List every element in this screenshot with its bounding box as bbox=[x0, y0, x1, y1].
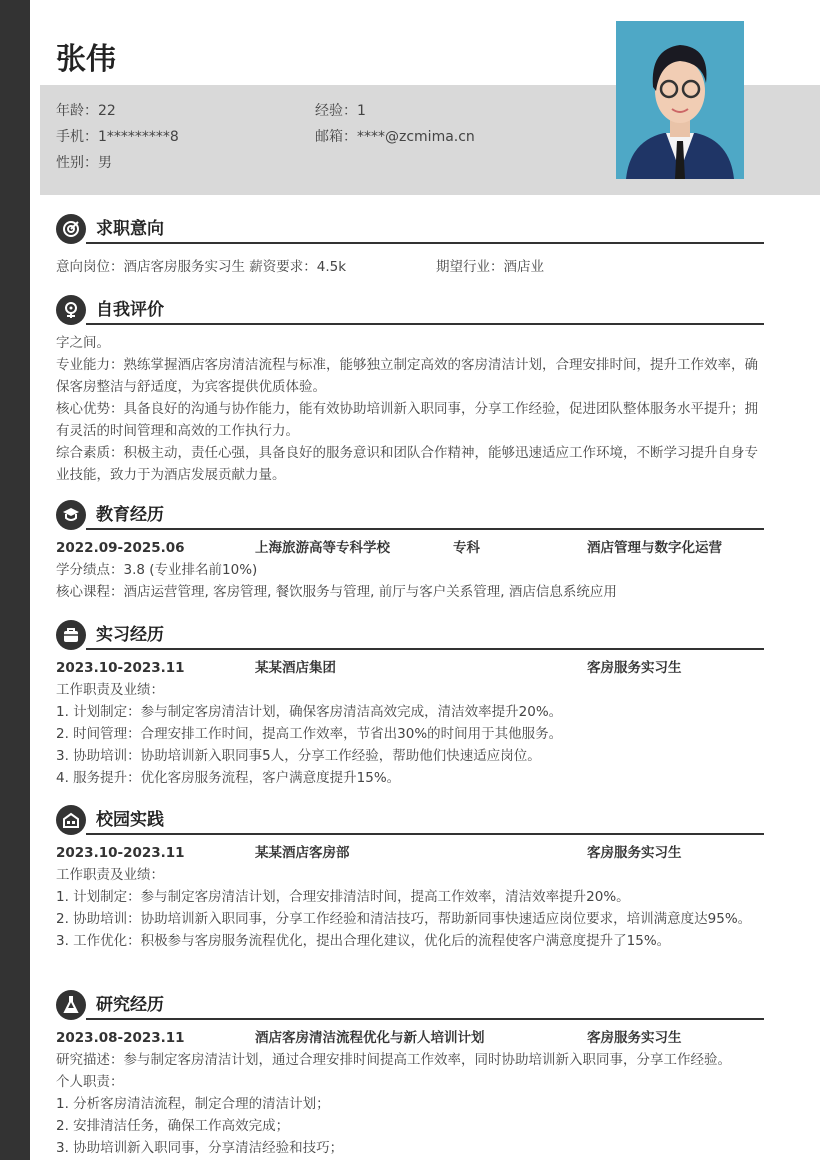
section-campus bbox=[56, 805, 764, 952]
edu-line: 学分绩点：3.8 (专业排名前10%) bbox=[56, 562, 258, 578]
campus-role: 客房服务实习生 bbox=[587, 845, 682, 861]
self-line: 专业能力：熟练掌握酒店客房清洁流程与标准，能够独立制定高效的客房清洁计划，合理安排时间，提升工作效率，确保客房整洁与舒适度，为宾客提供优质体验。 bbox=[56, 357, 758, 395]
intern-org: 某某酒店集团 bbox=[255, 660, 336, 676]
section-title: 实习经历 bbox=[96, 625, 164, 645]
edu-degree: 专科 bbox=[453, 540, 480, 556]
candidate-name: 张伟 bbox=[56, 42, 116, 77]
target-icon bbox=[56, 214, 86, 244]
age: 年龄：22 bbox=[56, 103, 116, 119]
profile-photo bbox=[616, 21, 744, 179]
campus-line: 工作职责及业绩： bbox=[56, 867, 164, 883]
section-title: 研究经历 bbox=[96, 995, 164, 1015]
graduation-cap-icon bbox=[56, 500, 86, 530]
section-job-intent bbox=[56, 214, 764, 278]
campus-date: 2023.10-2023.11 bbox=[56, 845, 185, 861]
section-self-evaluation bbox=[56, 295, 764, 486]
intern-line: 2. 时间管理：合理安排工作时间，提高工作效率，节省出30%的时间用于其他服务。 bbox=[56, 726, 563, 742]
research-date: 2023.08-2023.11 bbox=[56, 1030, 185, 1046]
research-line: 2. 安排清洁任务，确保工作高效完成； bbox=[56, 1118, 290, 1134]
intern-role: 客房服务实习生 bbox=[587, 660, 682, 676]
intent-industry: 期望行业：酒店业 bbox=[436, 259, 544, 275]
section-research bbox=[56, 990, 764, 1159]
intern-line: 3. 协助培训：协助培训新入职同事5人，分享工作经验，帮助他们快速适应岗位。 bbox=[56, 748, 541, 764]
flask-icon bbox=[56, 990, 86, 1020]
phone: 手机：1*********8 bbox=[56, 129, 179, 145]
self-line: 字之间。 bbox=[56, 335, 110, 351]
email: 邮箱：****@zcmima.cn bbox=[315, 129, 475, 145]
section-title: 教育经历 bbox=[96, 505, 164, 525]
flower-icon bbox=[56, 295, 86, 325]
research-line: 个人职责： bbox=[56, 1074, 124, 1090]
edu-school: 上海旅游高等专科学校 bbox=[255, 540, 390, 556]
campus-line: 3. 工作优化：积极参与客房服务流程优化，提出合理化建议，优化后的流程使客户满意度提升了15%。 bbox=[56, 933, 671, 949]
research-role: 客房服务实习生 bbox=[587, 1030, 682, 1046]
campus-line: 2. 协助培训：协助培训新入职同事，分享工作经验和清洁技巧，帮助新同事快速适应岗位要求，培训满意度达95%。 bbox=[56, 911, 752, 927]
edu-major: 酒店管理与数字化运营 bbox=[587, 540, 722, 556]
sidebar-bar bbox=[0, 0, 30, 1160]
campus-line: 1. 计划制定：参与制定客房清洁计划，合理安排清洁时间，提高工作效率，清洁效率提升20%。 bbox=[56, 889, 630, 905]
section-education bbox=[56, 500, 764, 603]
section-internship bbox=[56, 620, 764, 789]
intern-line: 工作职责及业绩： bbox=[56, 682, 164, 698]
research-project: 酒店客房清洁流程优化与新人培训计划 bbox=[255, 1030, 485, 1046]
section-title: 校园实践 bbox=[96, 810, 164, 830]
intern-line: 1. 计划制定：参与制定客房清洁计划，确保客房清洁高效完成，清洁效率提升20%。 bbox=[56, 704, 563, 720]
section-title: 自我评价 bbox=[96, 300, 164, 320]
research-line: 研究描述：参与制定客房清洁计划，通过合理安排时间提高工作效率，同时协助培训新入职同事，分享工作经验。 bbox=[56, 1052, 731, 1068]
section-title: 求职意向 bbox=[96, 219, 164, 239]
intent-position: 意向岗位：酒店客房服务实习生 薪资要求：4.5k bbox=[56, 259, 347, 275]
campus-org: 某某酒店客房部 bbox=[255, 845, 350, 861]
intern-date: 2023.10-2023.11 bbox=[56, 660, 185, 676]
edu-line: 核心课程：酒店运营管理, 客房管理, 餐饮服务与管理, 前厅与客户关系管理, 酒店信息系统应用 bbox=[56, 584, 617, 600]
briefcase-icon bbox=[56, 620, 86, 650]
self-line: 综合素质：积极主动，责任心强，具备良好的服务意识和团队合作精神，能够迅速适应工作环境，不断学习提升自身专业技能，致力于为酒店发展贡献力量。 bbox=[56, 445, 758, 483]
gender: 性别：男 bbox=[56, 155, 112, 171]
experience: 经验：1 bbox=[315, 103, 366, 119]
edu-date: 2022.09-2025.06 bbox=[56, 540, 185, 556]
intern-line: 4. 服务提升：优化客房服务流程，客户满意度提升15%。 bbox=[56, 770, 401, 786]
research-line: 1. 分析客房清洁流程，制定合理的清洁计划； bbox=[56, 1096, 330, 1112]
research-line: 3. 协助培训新入职同事，分享清洁经验和技巧； bbox=[56, 1140, 344, 1156]
building-icon bbox=[56, 805, 86, 835]
self-line: 核心优势：具备良好的沟通与协作能力，能有效协助培训新入职同事，分享工作经验，促进团队整体服务水平提升；拥有灵活的时间管理和高效的工作执行力。 bbox=[56, 401, 758, 439]
